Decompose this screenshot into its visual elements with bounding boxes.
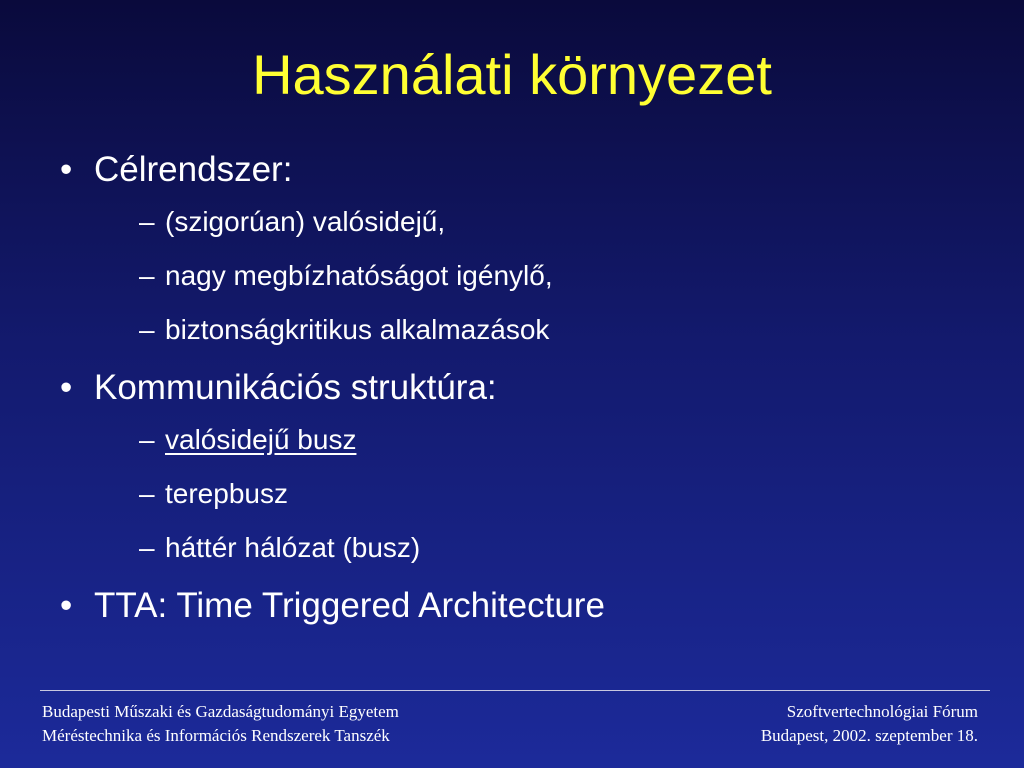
dash-marker: –: [139, 206, 155, 237]
bullet-text: TTA: Time Triggered Architecture: [94, 586, 605, 625]
footer-event: Szoftvertechnológiai Fórum: [786, 702, 978, 721]
realtime-bus-link[interactable]: valósidejű busz: [165, 424, 357, 455]
sub-item-text: biztonságkritikus alkalmazások: [165, 314, 550, 345]
sub-item-text: (szigorúan) valósidejű,: [165, 206, 446, 237]
bullet-item-tta: [60, 584, 980, 628]
sub-list: [94, 422, 980, 566]
footer-university: Budapesti Műszaki és Gazdaságtudományi Egyetem: [42, 702, 399, 721]
bullet-marker: •: [60, 368, 73, 407]
footer-date-location: Budapest, 2002. szeptember 18.: [760, 726, 978, 745]
sub-item: [94, 476, 980, 512]
bullet-marker: •: [60, 150, 73, 189]
bullet-item-kommunikacios-struktura: [60, 366, 980, 566]
bullet-list: [60, 148, 980, 642]
sub-item-text: háttér hálózat (busz): [165, 532, 421, 563]
footer-right: [761, 700, 978, 748]
dash-marker: –: [139, 260, 155, 291]
sub-item: [94, 204, 980, 240]
sub-item: [94, 422, 980, 458]
bullet-marker: •: [60, 586, 73, 625]
bullet-text: Célrendszer:: [94, 150, 293, 189]
dash-marker: –: [139, 424, 155, 455]
footer-divider: [40, 690, 990, 691]
dash-marker: –: [139, 314, 155, 345]
sub-item: [94, 530, 980, 566]
footer-left: [42, 700, 399, 748]
dash-marker: –: [139, 478, 155, 509]
bullet-item-celrendszer: [60, 148, 980, 348]
sub-item: [94, 258, 980, 294]
dash-marker: –: [139, 532, 155, 563]
sub-item: [94, 312, 980, 348]
footer-department: Méréstechnika és Információs Rendszerek Tanszék: [42, 726, 390, 745]
bullet-text: Kommunikációs struktúra:: [94, 368, 497, 407]
sub-item-text: nagy megbízhatóságot igénylő,: [165, 260, 553, 291]
sub-list: [94, 204, 980, 348]
slide-title: Használati környezet: [252, 43, 772, 106]
sub-item-text: terepbusz: [165, 478, 288, 509]
